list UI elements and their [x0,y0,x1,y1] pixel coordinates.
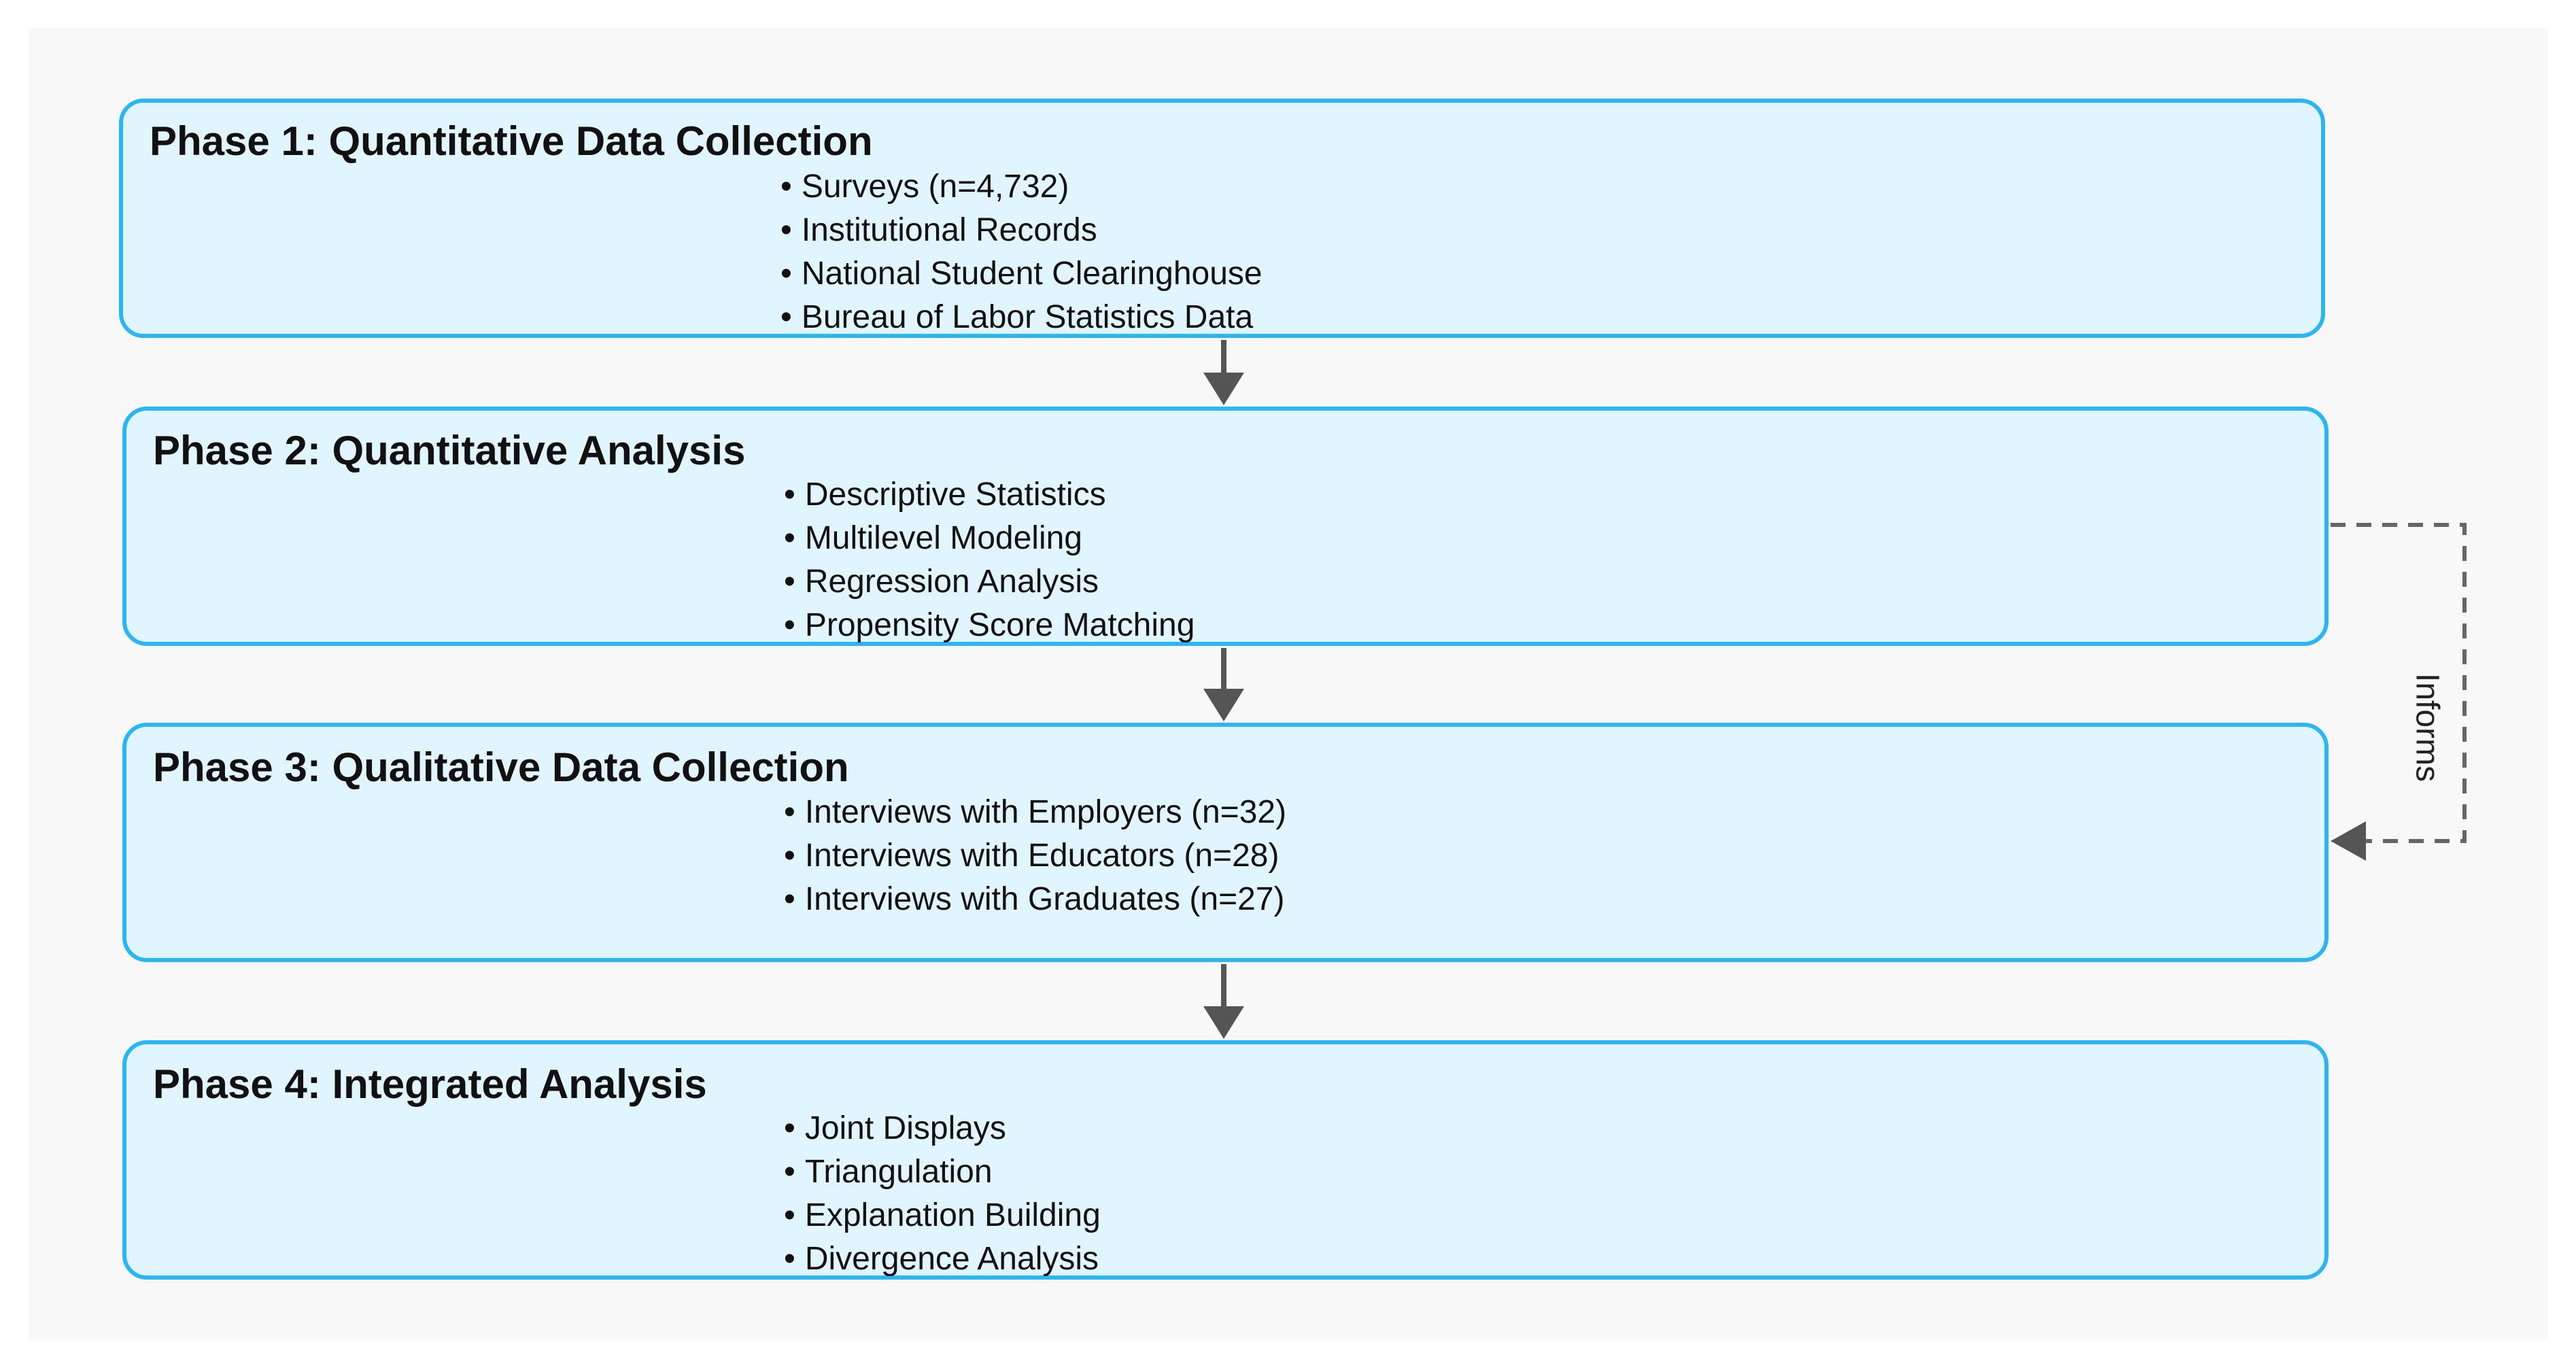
phase-1-item: • Surveys (n=4,732) [780,165,1263,209]
phase-1-item: • National Student Clearinghouse [780,252,1263,296]
phase-4-item: • Explanation Building [784,1194,1101,1237]
phase-2-title: Phase 2: Quantitative Analysis [153,428,746,473]
phase-4-item: • Divergence Analysis [784,1237,1101,1281]
phase-1-items [780,165,1263,339]
phase-3-item: • Interviews with Educators (n=28) [784,834,1286,878]
phase-4-item: • Triangulation [784,1150,1101,1194]
phase-1-item: • Institutional Records [780,209,1263,252]
phase-2-item: • Multilevel Modeling [784,517,1195,560]
phase-3-item: • Interviews with Employers (n=32) [784,791,1286,834]
phase-2-item: • Regression Analysis [784,560,1195,604]
phase-2-item: • Propensity Score Matching [784,604,1195,647]
phase-3-title: Phase 3: Qualitative Data Collection [153,744,849,790]
phase-2-items [784,473,1195,647]
phase-3-item: • Interviews with Graduates (n=27) [784,878,1286,921]
phase-1-item: • Bureau of Labor Statistics Data [780,296,1263,339]
feedback-label: Informs [2409,668,2446,787]
phase-4-items [784,1107,1101,1281]
phase-1-title: Phase 1: Quantitative Data Collection [150,118,873,164]
phase-2-item: • Descriptive Statistics [784,473,1195,517]
phase-3-items [784,791,1286,921]
phase-4-title: Phase 4: Integrated Analysis [153,1061,707,1107]
phase-4-item: • Joint Displays [784,1107,1101,1150]
